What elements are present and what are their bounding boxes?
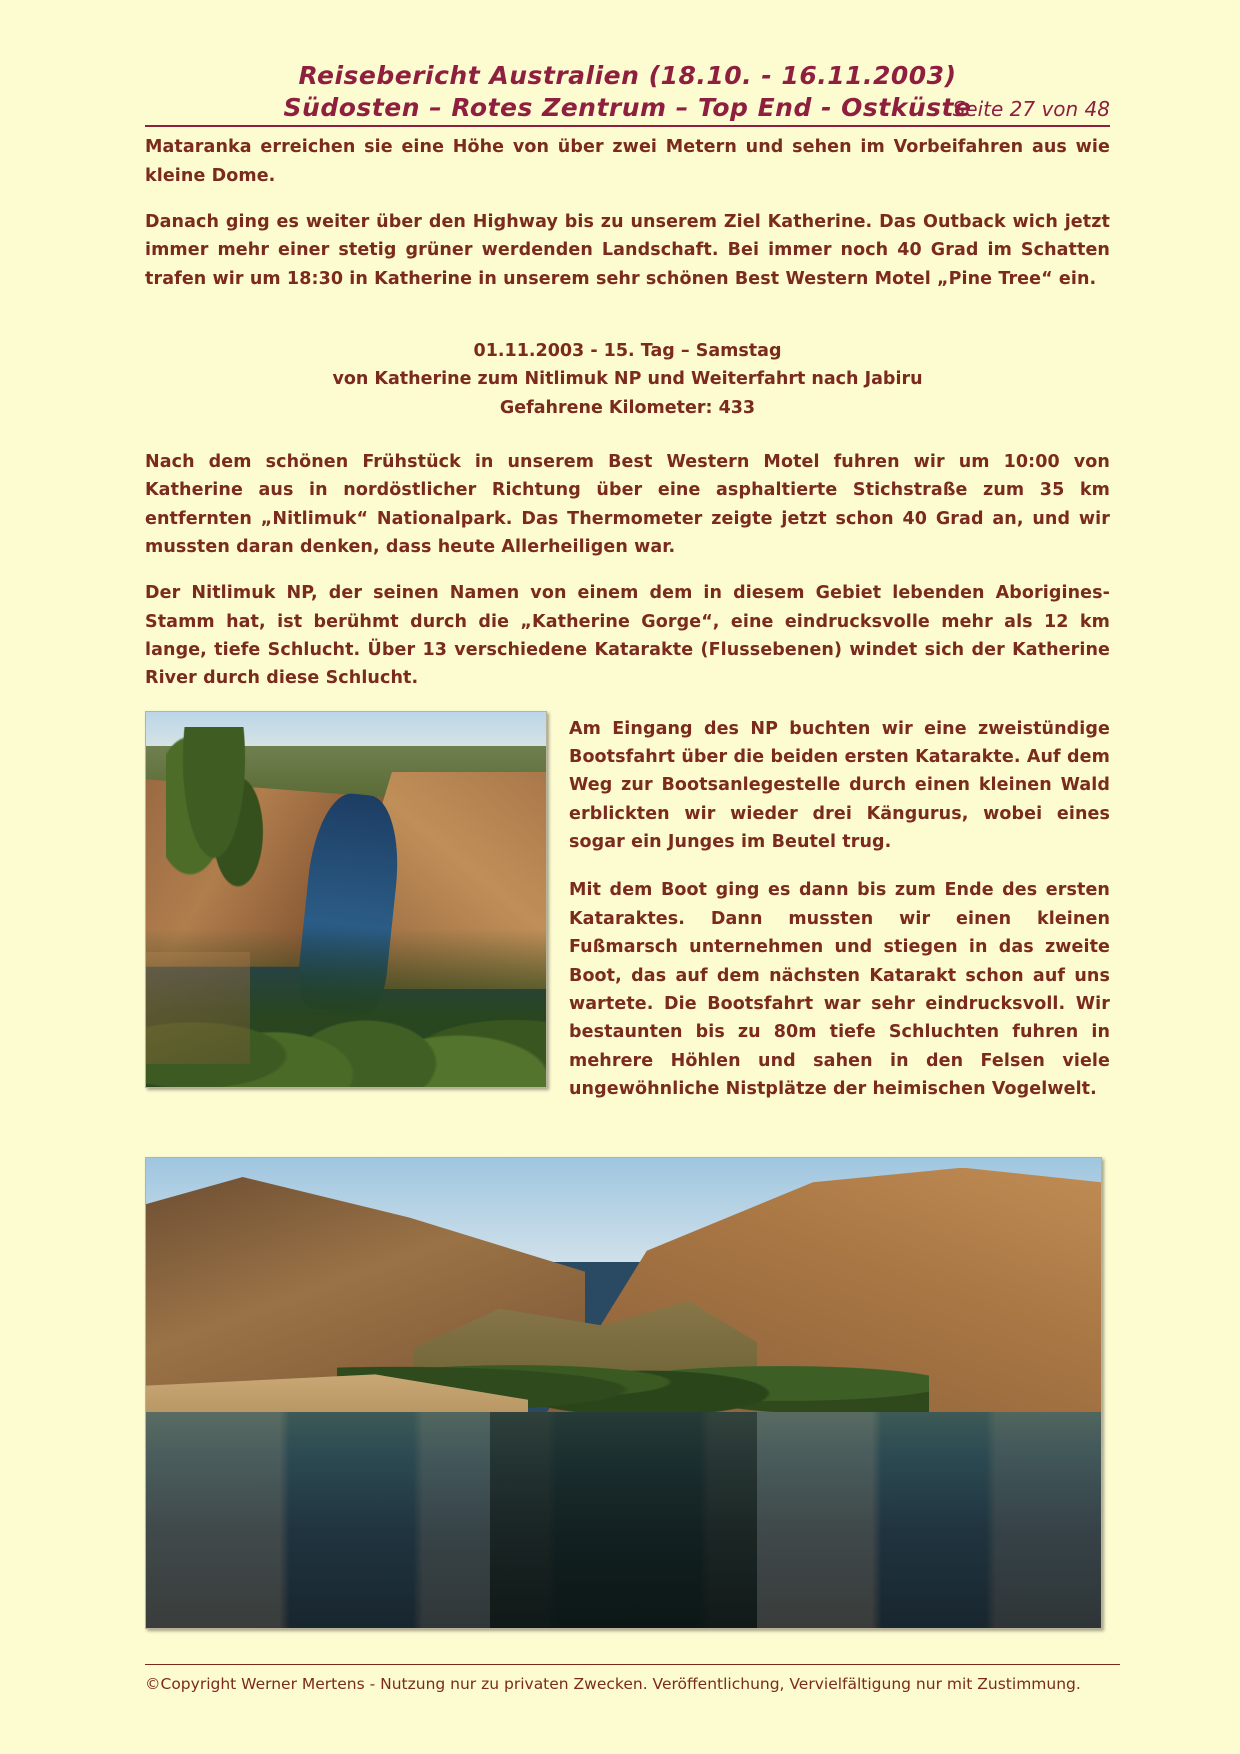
report-title: Reisebericht Australien (18.10. - 16.11.2003) bbox=[298, 61, 957, 90]
day-heading-line-1: 01.11.2003 - 15. Tag – Samstag bbox=[473, 340, 782, 361]
side-text-column bbox=[569, 711, 1110, 1123]
photo2-dark-reflection bbox=[490, 1412, 757, 1628]
spacer bbox=[145, 311, 1110, 337]
day-heading-line-2: von Katherine zum Nitlimuk NP und Weiterfahrt nach Jabiru bbox=[332, 369, 923, 390]
footer-copyright: ©Copyright Werner Mertens - Nutzung nur zu privaten Zwecken. Veröffentlichung, Vervielfältigung nur mit Zustimmung. bbox=[145, 1664, 1120, 1696]
paragraph-2: Danach ging es weiter über den Highway bis zu unserem Ziel Katherine. Das Outback wich jetzt immer mehr einer stetig grüner werdenden Landschaft. Bei immer noch 40 Grad im Schatten trafen wir um 18:30 in Katherine in unserem sehr schönen Best Western Motel „Pine Tree“ ein. bbox=[145, 211, 1110, 289]
paragraph-4: Der Nitlimuk NP, der seinen Namen von einem dem in diesem Gebiet lebenden Aborigines-Stamm hat, ist berühmt durch die „Katherine Gorge“, eine eindrucksvolle mehr als 12 km lange, tiefe Schlucht. Über 13 verschiedene Katarakte (Flussebenen) windet sich der Katherine River durch diese Schlucht. bbox=[145, 583, 1110, 689]
photo1-foreground-rock bbox=[146, 952, 250, 1065]
page-number: Seite 27 von 48 bbox=[952, 97, 1110, 122]
day-heading-line-3: Gefahrene Kilometer: 433 bbox=[499, 397, 756, 418]
photo-katherine-gorge-overview bbox=[145, 711, 547, 1088]
header-subtitle-row bbox=[145, 93, 1110, 127]
paragraph-6: Mit dem Boot ging es dann bis zum Ende des ersten Kataraktes. Dann mussten wir einen kleinen Fußmarsch unternehmen und stiegen in das zweite Boot, das auf dem nächsten Katarakt schon auf uns wartete. Die Bootsfahrt war sehr eindrucksvoll. Wir bestaunten bis zu 80m tiefe Schluchten fuhren in mehrere Höhlen und sahen in den Felsen viele ungewöhnliche Nistplätze der heimischen Vogelwelt. bbox=[569, 880, 1110, 1099]
day-heading bbox=[145, 337, 1110, 422]
report-subtitle: Südosten – Rotes Zentrum – Top End - Ostküste bbox=[283, 93, 972, 123]
document-header bbox=[145, 60, 1110, 127]
image-text-block bbox=[145, 711, 1110, 1123]
paragraph-1: Mataranka erreichen sie eine Höhe von über zwei Metern und sehen im Vorbeifahren aus wie kleine Dome. bbox=[145, 137, 1110, 186]
paragraph-3: Nach dem schönen Frühstück in unserem Best Western Motel fuhren wir um 10:00 von Katherine aus in nordöstlicher Richtung über eine asphaltierte Stichstraße zum 35 km entfernten „Nitlimuk“ Nationalpark. Das Thermometer zeigte jetzt schon 40 Grad an, und wir mussten daran denken, dass heute Allerheiligen war. bbox=[145, 452, 1110, 558]
paragraph-5: Am Eingang des NP buchten wir eine zweistündige Bootsfahrt über die beiden ersten Katarakte. Auf dem Weg zur Bootsanlegestelle durch einen kleinen Wald erblickten wir wieder drei Kängurus, wobei eines sogar ein Junges im Beutel trug. bbox=[569, 718, 1110, 853]
photo-katherine-gorge-reflection bbox=[145, 1157, 1102, 1629]
